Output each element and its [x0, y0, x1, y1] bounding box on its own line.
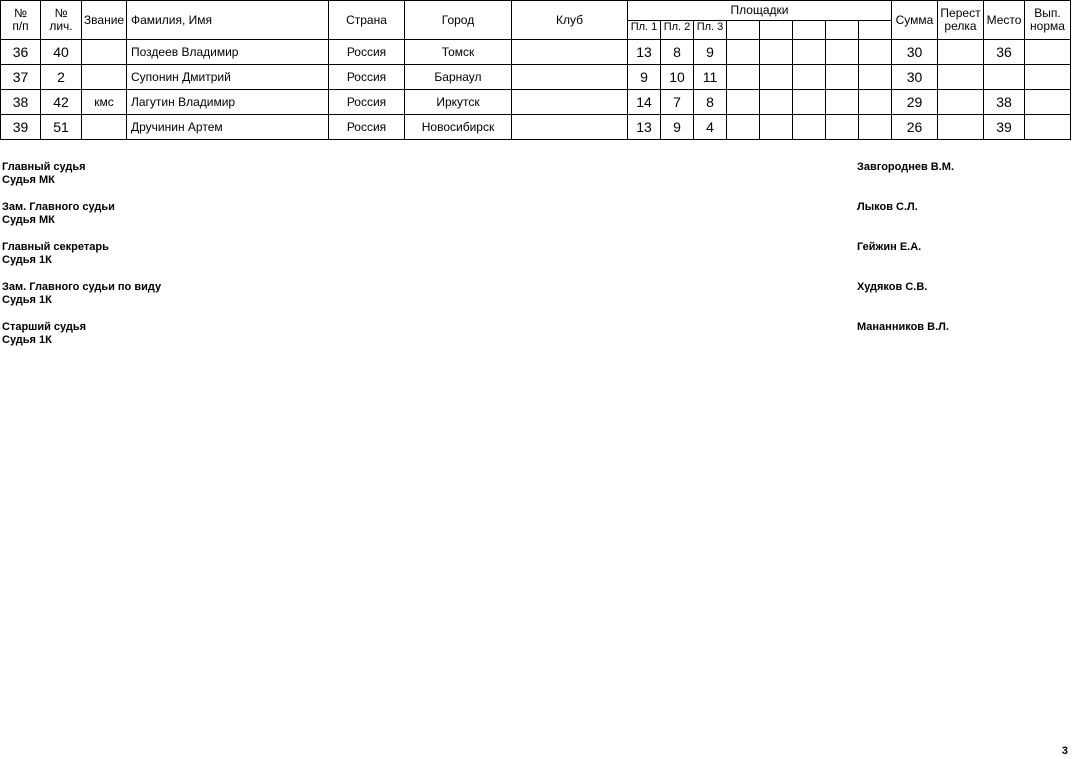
cell-sum: 30 — [892, 65, 938, 90]
signature-block — [2, 281, 1062, 321]
cell-country: Россия — [329, 115, 405, 140]
signature-category: Судья 1К — [2, 334, 52, 346]
cell-empty — [793, 90, 826, 115]
header-pl2: Пл. 2 — [661, 21, 694, 40]
cell-sum: 26 — [892, 115, 938, 140]
table-row — [1, 40, 1071, 65]
cell-city: Томск — [405, 40, 512, 65]
cell-np: 37 — [1, 65, 41, 90]
signature-name: Худяков С.В. — [857, 281, 928, 293]
signature-title: Главный судья — [2, 161, 86, 173]
cell-pl1: 14 — [628, 90, 661, 115]
cell-empty — [826, 90, 859, 115]
cell-city: Новосибирск — [405, 115, 512, 140]
cell-empty — [727, 65, 760, 90]
table-row — [1, 65, 1071, 90]
cell-np: 38 — [1, 90, 41, 115]
header-place: Место — [984, 1, 1025, 40]
cell-empty — [859, 65, 892, 90]
header-rejump: Перест релка — [938, 1, 984, 40]
header-norm: Вып. норма — [1025, 1, 1071, 40]
table-row — [1, 90, 1071, 115]
cell-empty — [760, 40, 793, 65]
signature-block — [2, 161, 1062, 201]
cell-rank — [82, 115, 127, 140]
header-np: № п/п — [1, 1, 41, 40]
header-country: Страна — [329, 1, 405, 40]
cell-place: 39 — [984, 115, 1025, 140]
cell-name: Лагутин Владимир — [127, 90, 329, 115]
cell-pl2: 10 — [661, 65, 694, 90]
cell-country: Россия — [329, 90, 405, 115]
signature-block — [2, 241, 1062, 281]
signature-name: Гейжин Е.А. — [857, 241, 922, 253]
page-number: 3 — [1061, 745, 1068, 757]
cell-rank — [82, 65, 127, 90]
cell-norm — [1025, 90, 1071, 115]
cell-rejump — [938, 65, 984, 90]
cell-rank: кмс — [82, 90, 127, 115]
signature-name: Лыков С.Л. — [857, 201, 918, 213]
cell-norm — [1025, 115, 1071, 140]
cell-pl2: 9 — [661, 115, 694, 140]
header-pl1: Пл. 1 — [628, 21, 661, 40]
cell-lic: 51 — [41, 115, 82, 140]
cell-club — [512, 115, 628, 140]
table-row — [1, 115, 1071, 140]
cell-lic: 40 — [41, 40, 82, 65]
cell-empty — [727, 40, 760, 65]
cell-pl1: 13 — [628, 115, 661, 140]
signatures-section — [2, 161, 1062, 361]
header-platforms: Площадки — [628, 1, 892, 21]
cell-empty — [760, 115, 793, 140]
cell-rejump — [938, 90, 984, 115]
signature-block — [2, 201, 1062, 241]
header-lic: № лич. — [41, 1, 82, 40]
signature-title: Главный секретарь — [2, 241, 109, 253]
header-pl-empty — [826, 21, 859, 40]
cell-empty — [826, 40, 859, 65]
cell-club — [512, 65, 628, 90]
signature-title: Зам. Главного судьи по виду — [2, 281, 162, 293]
cell-pl2: 7 — [661, 90, 694, 115]
signature-category: Судья МК — [2, 214, 55, 226]
cell-norm — [1025, 65, 1071, 90]
signature-title: Старший судья — [2, 321, 87, 333]
cell-name: Дручинин Артем — [127, 115, 329, 140]
cell-empty — [727, 115, 760, 140]
header-name: Фамилия, Имя — [127, 1, 329, 40]
cell-empty — [859, 115, 892, 140]
cell-place: 36 — [984, 40, 1025, 65]
cell-empty — [760, 65, 793, 90]
cell-np: 39 — [1, 115, 41, 140]
header-pl-empty — [760, 21, 793, 40]
cell-norm — [1025, 40, 1071, 65]
results-table — [0, 0, 1071, 140]
cell-rank — [82, 40, 127, 65]
cell-sum: 30 — [892, 40, 938, 65]
cell-pl2: 8 — [661, 40, 694, 65]
cell-country: Россия — [329, 65, 405, 90]
cell-empty — [826, 65, 859, 90]
cell-club — [512, 90, 628, 115]
header-pl-empty — [859, 21, 892, 40]
cell-rejump — [938, 40, 984, 65]
cell-country: Россия — [329, 40, 405, 65]
cell-pl3: 4 — [694, 115, 727, 140]
cell-empty — [760, 90, 793, 115]
header-city: Город — [405, 1, 512, 40]
header-club: Клуб — [512, 1, 628, 40]
cell-empty — [727, 90, 760, 115]
signature-category: Судья МК — [2, 174, 55, 186]
signature-title: Зам. Главного судьи — [2, 201, 115, 213]
signature-name: Завгороднев В.М. — [857, 161, 955, 173]
signature-category: Судья 1К — [2, 254, 52, 266]
cell-pl3: 9 — [694, 40, 727, 65]
table-header-row — [1, 1, 1071, 21]
cell-empty — [826, 115, 859, 140]
cell-empty — [859, 90, 892, 115]
cell-pl3: 11 — [694, 65, 727, 90]
header-sum: Сумма — [892, 1, 938, 40]
cell-np: 36 — [1, 40, 41, 65]
cell-lic: 2 — [41, 65, 82, 90]
cell-pl3: 8 — [694, 90, 727, 115]
header-pl-empty — [793, 21, 826, 40]
cell-empty — [793, 115, 826, 140]
cell-empty — [793, 65, 826, 90]
header-rank: Звание — [82, 1, 127, 40]
cell-place: 38 — [984, 90, 1025, 115]
signature-name: Мананников В.Л. — [857, 321, 949, 333]
cell-rejump — [938, 115, 984, 140]
cell-empty — [793, 40, 826, 65]
signature-block — [2, 321, 1062, 361]
cell-club — [512, 40, 628, 65]
cell-pl1: 13 — [628, 40, 661, 65]
header-pl3: Пл. 3 — [694, 21, 727, 40]
cell-lic: 42 — [41, 90, 82, 115]
cell-place — [984, 65, 1025, 90]
cell-city: Барнаул — [405, 65, 512, 90]
header-pl-empty — [727, 21, 760, 40]
cell-name: Супонин Дмитрий — [127, 65, 329, 90]
cell-empty — [859, 40, 892, 65]
cell-sum: 29 — [892, 90, 938, 115]
signature-category: Судья 1К — [2, 294, 52, 306]
cell-pl1: 9 — [628, 65, 661, 90]
cell-name: Поздеев Владимир — [127, 40, 329, 65]
cell-city: Иркутск — [405, 90, 512, 115]
